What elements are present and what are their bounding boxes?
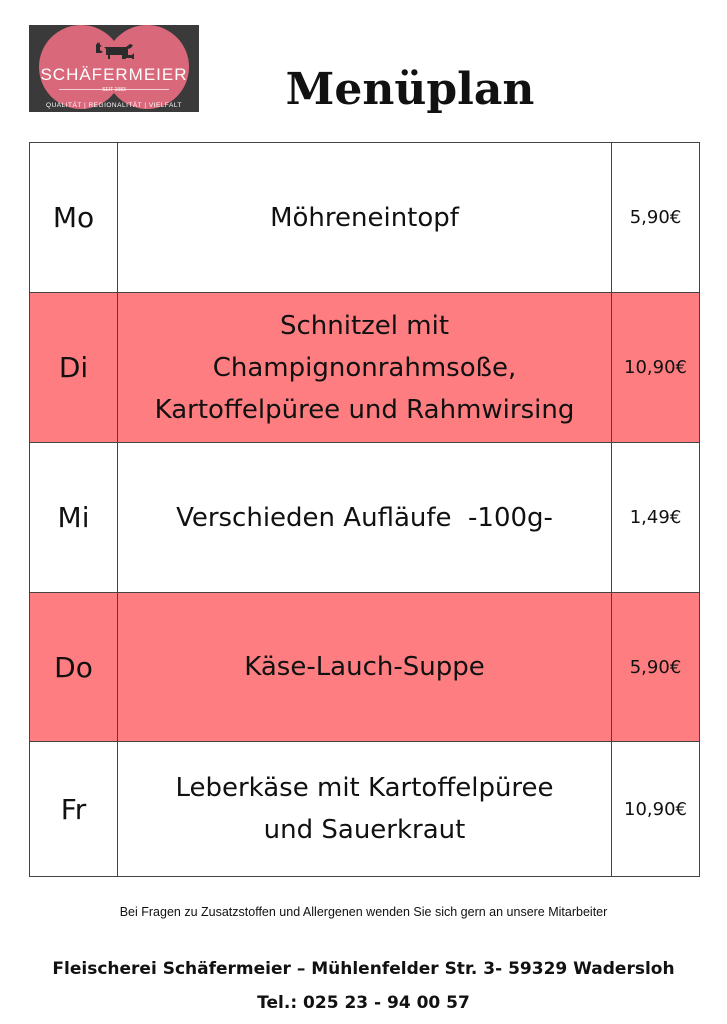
menu-dish [118, 742, 612, 877]
menu-dish [118, 143, 612, 293]
menu-row-di [30, 293, 700, 443]
dish-line: Champignonrahmsoße, [212, 352, 517, 383]
menu-day: Fr [30, 742, 118, 877]
menu-row-fr [30, 742, 700, 877]
dish-line: Leberkäse mit Kartoffelpüree [175, 773, 554, 803]
animals-icon [29, 39, 199, 64]
menu-dish [118, 293, 612, 443]
logo-tagline: QUALITÄT | REGIONALITÄT | VIELFALT [46, 102, 182, 109]
dish-line: Verschieden Aufläufe -100g- [176, 502, 553, 533]
menu-day: Do [30, 593, 118, 742]
menu-dish [118, 593, 612, 742]
menu-price: 1,49€ [612, 443, 700, 593]
dish-line: Kartoffelpüree und Rahmwirsing [154, 394, 575, 425]
menu-price: 10,90€ [612, 293, 700, 443]
dish-line: Möhreneintopf [270, 202, 459, 233]
logo-since: SEIT 1983 [102, 87, 126, 93]
page-title: Menüplan [285, 64, 535, 115]
company-logo [29, 25, 199, 112]
menu-price: 5,90€ [612, 593, 700, 742]
menu-table [29, 142, 700, 877]
menu-row-do [30, 593, 700, 742]
shop-phone: Tel.: 025 23 - 94 00 57 [257, 993, 470, 1013]
dish-line: und Sauerkraut [263, 815, 466, 845]
logo-brand-name: SCHÄFERMEIER [40, 65, 188, 84]
menu-day: Mi [30, 443, 118, 593]
menu-row-mi [30, 443, 700, 593]
menu-dish [118, 443, 612, 593]
allergen-note: Bei Fragen zu Zusatzstoffen und Allergenen wenden Sie sich gern an unsere Mitarbeiter [119, 905, 608, 919]
menu-row-mo [30, 143, 700, 293]
menu-day: Mo [30, 143, 118, 293]
shop-address: Fleischerei Schäfermeier – Mühlenfelder Str. 3- 59329 Wadersloh [52, 959, 675, 979]
dish-line: Käse-Lauch-Suppe [244, 652, 485, 682]
menu-price: 5,90€ [612, 143, 700, 293]
menu-day: Di [30, 293, 118, 443]
dish-line: Schnitzel mit [279, 310, 450, 341]
menu-price: 10,90€ [612, 742, 700, 877]
